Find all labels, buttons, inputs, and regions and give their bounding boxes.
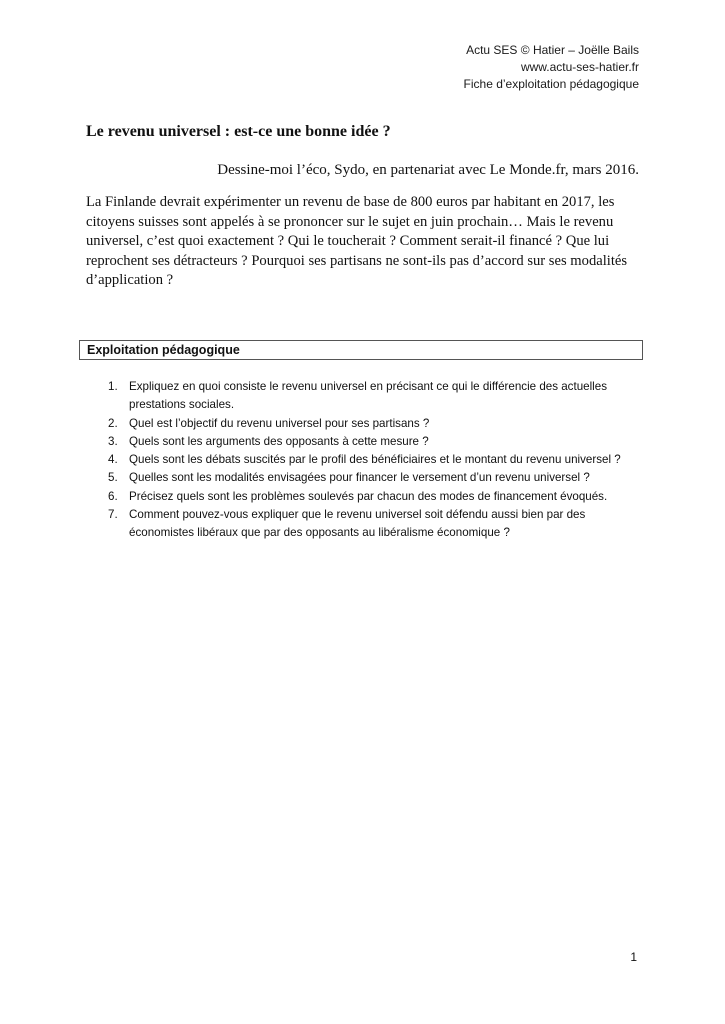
page-header — [464, 42, 639, 93]
page-number: 1 — [630, 950, 637, 964]
list-item — [86, 378, 646, 415]
question-number: 3. — [108, 434, 118, 448]
question-number: 2. — [108, 416, 118, 430]
question-text: Quel est l’objectif du revenu universel pour ses partisans ? — [129, 416, 430, 430]
list-item — [86, 451, 646, 469]
question-number: 4. — [108, 453, 118, 467]
list-item — [86, 415, 646, 433]
question-text: Comment pouvez-vous expliquer que le revenu universel soit défendu aussi bien par des économistes libéraux que par des opposants au libéralisme économique ? — [129, 508, 586, 540]
questions-list — [86, 378, 646, 543]
header-website-line: www.actu-ses-hatier.fr — [520, 60, 639, 74]
header-document-type-line: Fiche d’exploitation pédagogique — [463, 77, 639, 91]
question-number: 7. — [108, 508, 118, 522]
intro-paragraph: La Finlande devrait expérimenter un revenu de base de 800 euros par habitant en 2017, les citoyens suisses sont appelés à se prononcer sur le sujet en juin prochain… Mais le revenu universel, c’est quoi exactement ? Qui le toucherait ? Comment serait-il financé ? Que lui reprochent ses détracteurs ? Pourquoi ses partisans ne sont-ils pas d’accord sur ses modalités d’application ? — [86, 194, 628, 288]
question-text: Précisez quels sont les problèmes soulevés par chacun des modes de financement évoqués. — [129, 489, 608, 503]
list-item — [86, 488, 646, 506]
document-title: Le revenu universel : est-ce une bonne idée ? — [86, 123, 391, 140]
list-item — [86, 469, 646, 487]
question-text: Expliquez en quoi consiste le revenu universel en précisant ce qui le différencie des actuelles prestations sociales. — [129, 380, 607, 412]
source-citation: Dessine-moi l’éco, Sydo, en partenariat avec Le Monde.fr, mars 2016. — [217, 162, 639, 178]
question-text: Quels sont les débats suscités par le profil des bénéficiaires et le montant du revenu universel ? — [129, 453, 621, 467]
question-text: Quels sont les arguments des opposants à cette mesure ? — [129, 434, 429, 448]
section-heading: Exploitation pédagogique — [87, 343, 240, 357]
question-number: 1. — [108, 380, 118, 393]
list-item — [86, 433, 646, 451]
list-item — [86, 506, 646, 543]
header-author-line: Actu SES © Hatier – Joëlle Bails — [466, 43, 639, 57]
question-text: Quelles sont les modalités envisagées pour financer le versement d’un revenu universel ? — [129, 471, 590, 485]
question-number: 6. — [108, 489, 118, 503]
question-number: 5. — [108, 471, 118, 485]
section-heading-box — [79, 340, 643, 360]
